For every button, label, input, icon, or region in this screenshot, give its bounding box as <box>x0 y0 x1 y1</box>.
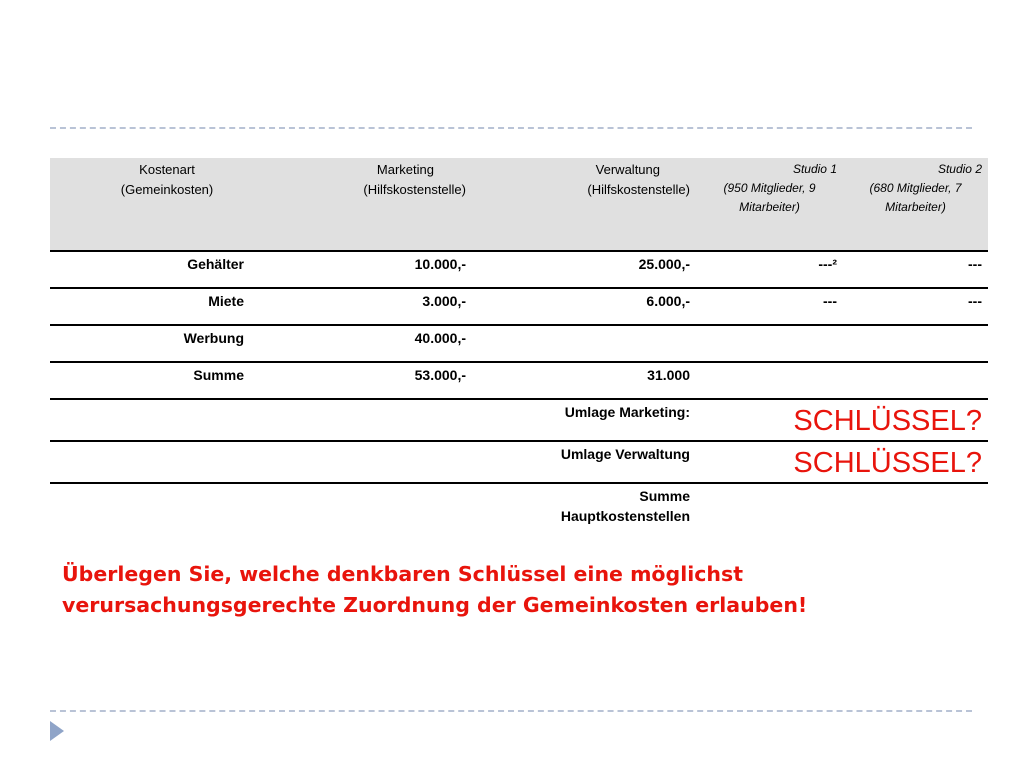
allocation-key-cell <box>696 441 988 483</box>
allocation-key-question: SCHLÜSSEL? <box>793 405 982 437</box>
cell-verwaltung: 31.000 <box>472 362 696 399</box>
row-label: Umlage Marketing: <box>472 399 696 441</box>
row-label: Gehälter <box>50 251 250 288</box>
header-marketing: Marketing (Hilfskostenstelle) <box>250 158 472 251</box>
cell-marketing: 3.000,- <box>250 288 472 325</box>
cell-studio-1 <box>696 325 843 362</box>
empty-cell <box>250 399 472 441</box>
cell-studio-2 <box>843 483 988 526</box>
cell-studio-1: ---² <box>696 251 843 288</box>
cell-studio-1 <box>696 362 843 399</box>
empty-cell <box>50 483 250 526</box>
allocation-key-question: SCHLÜSSEL? <box>793 447 982 479</box>
cell-verwaltung: 6.000,- <box>472 288 696 325</box>
bottom-dashed-rule <box>50 710 972 712</box>
cell-studio-2 <box>843 362 988 399</box>
header-kostenart: Kostenart (Gemeinkosten) <box>50 158 250 251</box>
top-dashed-rule <box>50 127 972 129</box>
table-row-werbung <box>50 325 988 362</box>
row-label: Summe Hauptkostenstellen <box>560 488 690 524</box>
allocation-key-cell <box>696 399 988 441</box>
empty-cell <box>250 441 472 483</box>
table-row-umlage-verwaltung <box>50 441 988 483</box>
triangle-right-icon[interactable] <box>50 721 64 741</box>
table-row-miete <box>50 288 988 325</box>
cell-studio-1: --- <box>696 288 843 325</box>
cost-allocation-table <box>50 158 988 526</box>
row-label: Werbung <box>50 325 250 362</box>
empty-cell <box>50 399 250 441</box>
row-label: Umlage Verwaltung <box>472 441 696 483</box>
cell-studio-2: --- <box>843 288 988 325</box>
row-label: Summe <box>50 362 250 399</box>
header-verwaltung: Verwaltung (Hilfskostenstelle) <box>472 158 696 251</box>
row-label: Miete <box>50 288 250 325</box>
cell-verwaltung <box>472 325 696 362</box>
table-row-summe <box>50 362 988 399</box>
cell-studio-2 <box>843 325 988 362</box>
cell-studio-1 <box>696 483 843 526</box>
empty-cell <box>50 441 250 483</box>
table-row-umlage-marketing <box>50 399 988 441</box>
cell-marketing: 40.000,- <box>250 325 472 362</box>
cell-marketing: 10.000,- <box>250 251 472 288</box>
empty-cell <box>250 483 472 526</box>
header-row <box>50 158 988 251</box>
table-row-gehaelter <box>50 251 988 288</box>
task-prompt: Überlegen Sie, welche denkbaren Schlüssel eine möglichst verursachungsgerechte Zuordnung der Gemeinkosten erlauben! <box>62 562 808 617</box>
cell-marketing: 53.000,- <box>250 362 472 399</box>
table-row-summe-hauptkostenstellen <box>50 483 988 526</box>
cell-studio-2: --- <box>843 251 988 288</box>
header-studio-1: Studio 1 (950 Mitglieder, 9 Mitarbeiter) <box>696 158 843 251</box>
cell-verwaltung: 25.000,- <box>472 251 696 288</box>
header-studio-2: Studio 2 (680 Mitglieder, 7 Mitarbeiter) <box>843 158 988 251</box>
